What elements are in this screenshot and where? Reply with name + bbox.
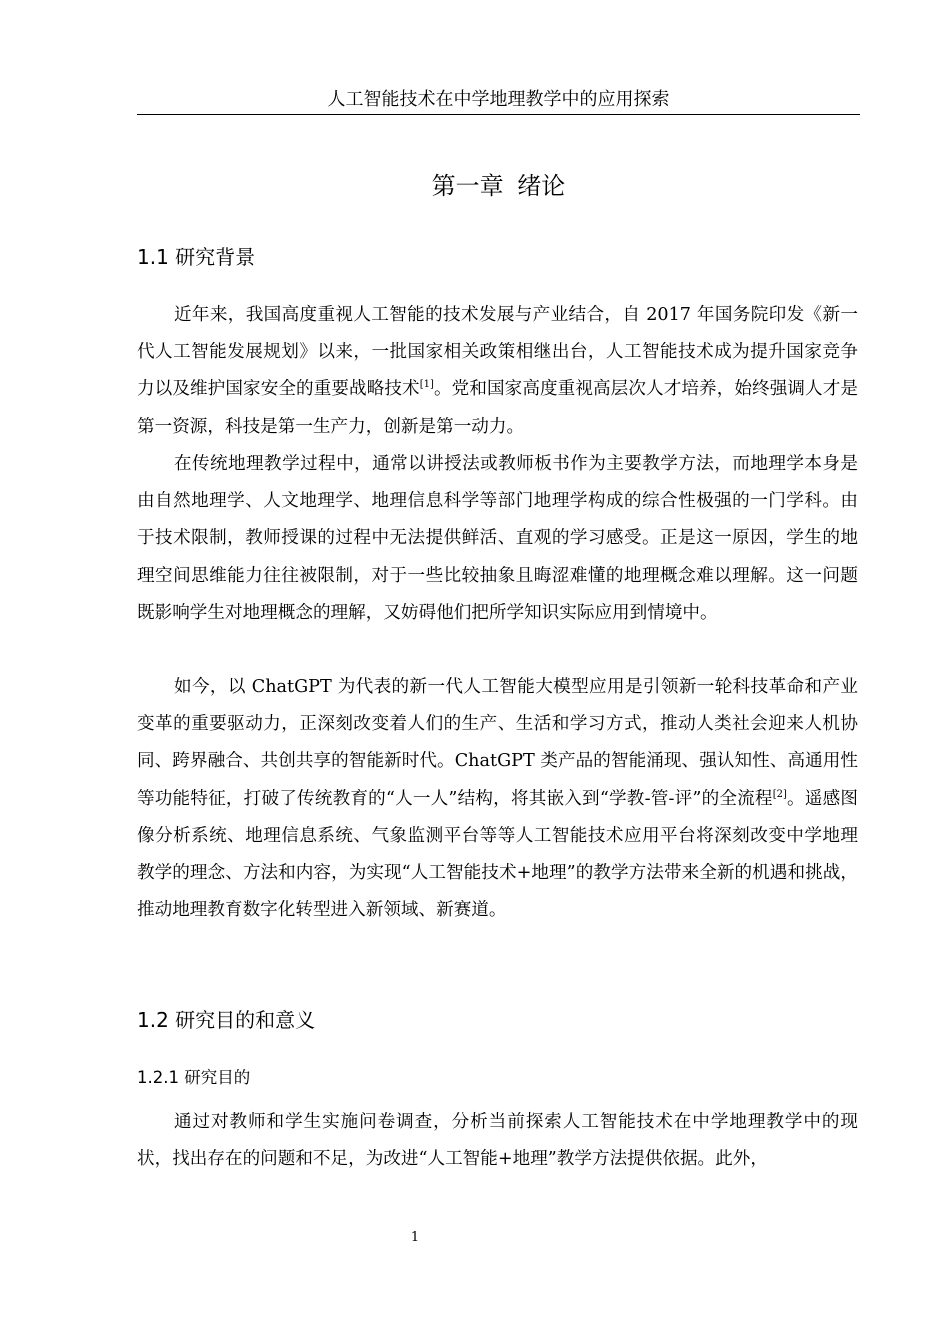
paragraph-text: 如今，以 ChatGPT 为代表的新一代人工智能大模型应用是引领新一轮科技革命和产业变革的重要驱动力，正深刻改变着人们的生产、生活和学习方式，推动人类社会迎来人机协同、跨界融合、共创共享的智能新时代。ChatGPT 类产品的智能涌现、强认知性、高通用性等功能特征，打破了传统教育的“人一人”结构，将其嵌入到“学教-管-评”的全流程 (137, 677, 858, 809)
section-heading-1-2: 1.2 研究目的和意义 (137, 1008, 316, 1032)
section-heading-1-1: 1.1 研究背景 (137, 245, 256, 269)
paragraph-background-3 (137, 669, 858, 929)
citation-ref-1: [1] (419, 379, 434, 391)
page-number: 1 (410, 1230, 420, 1245)
header-rule (137, 114, 860, 115)
citation-ref-2: [2] (772, 788, 787, 800)
subsection-heading-1-2-1: 1.2.1 研究目的 (137, 1068, 251, 1087)
paragraph-background-2: 在传统地理教学过程中，通常以讲授法或教师板书作为主要教学方法，而地理学本身是由自然地理学、人文地理学、地理信息科学等部门地理学构成的综合性极强的一门学科。由于技术限制，教师授课的过程中无法提供鲜活、直观的学习感受。正是这一原因，学生的地理空间思维能力往往被限制，对于一些比较抽象且晦涩难懂的地理概念难以理解。这一问题既影响学生对地理概念的理解，又妨碍他们把所学知识实际应用到情境中。 (137, 454, 858, 623)
paragraph-text: 。党和国家高度重视高层次人才培养，始终强调人才是第一资源，科技是第一生产力，创新是第一动力。 (137, 379, 858, 437)
running-header: 人工智能技术在中学地理教学中的应用探索 (327, 89, 670, 110)
paragraph-text: 近年来，我国高度重视人工智能的技术发展与产业结合，自 2017 年国务院印发《新一代人工智能发展规划》以来，一批国家相关政策相继出台，人工智能技术成为提升国家竞争力以及维护国家安全的重要战略技术 (137, 305, 858, 400)
paragraph-text: 。遥感图像分析系统、地理信息系统、气象监测平台等等人工智能技术应用平台将深刻改变中学地理教学的理念、方法和内容，为实现“人工智能技术+地理”的教学方法带来全新的机遇和挑战，推动地理教育数字化转型进入新领域、新赛道。 (137, 788, 858, 921)
chapter-title: 第一章 绪论 (431, 172, 566, 200)
paragraph-background-1 (137, 297, 858, 446)
paragraph-purpose-1: 通过对教师和学生实施问卷调查，分析当前探索人工智能技术在中学地理教学中的现状，找出存在的问题和不足，为改进“人工智能+地理”教学方法提供依据。此外， (137, 1112, 858, 1170)
